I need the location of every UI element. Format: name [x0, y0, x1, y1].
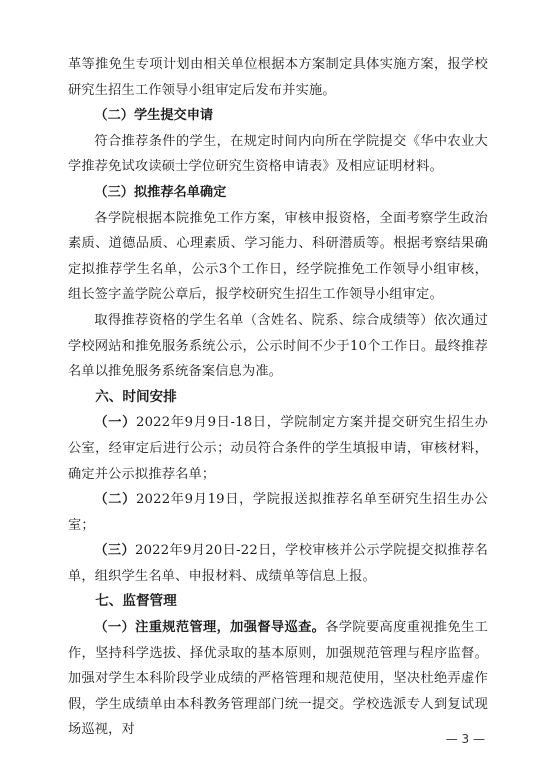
- supervision-item-1-label: （一）注重规范管理，加强督导巡查。: [94, 620, 326, 636]
- schedule-item-1-label: （一）: [94, 415, 136, 431]
- supervision-item-1: [68, 615, 488, 743]
- schedule-item-3-label: （三）: [94, 543, 135, 559]
- schedule-item-2-text: 2022年9月19日，学院报送拟推荐名单至研究生招生办公室；: [68, 492, 488, 533]
- schedule-item-1-text: 2022年9月9日-18日，学院制定方案并提交研究生招生办公室，经审定后进行公示；动员符合条件的学生填报申请，审核材料，确定并公示拟推荐名单；: [68, 415, 488, 482]
- paragraph-recommend-list-2: 取得推荐资格的学生名单（含姓名、院系、综合成绩等）依次通过学校网站和推免服务系统公示，公示时间不少于10个工作日。最终推荐名单以推免服务系统备案信息为准。: [68, 312, 488, 380]
- heading-recommend-list: （三）拟推荐名单确定: [94, 184, 227, 200]
- schedule-item-2: [68, 487, 488, 538]
- paragraph-recommend-list-1: 各学院根据本院推免工作方案，审核申报资格，全面考察学生政治素质、道德品质、心理素质、学习能力、科研潜质等。根据考察结果确定拟推荐学生名单，公示3个工作日，经学院推免工作领导小组审核，组长签字盖学院公章后，报学校研究生招生工作领导小组审定。: [68, 210, 488, 303]
- schedule-item-3: [68, 538, 488, 589]
- heading-student-application: （二）学生提交申请: [94, 108, 214, 124]
- document-body: [68, 52, 488, 743]
- supervision-item-1-text: 各学院要高度重视推免生工作，坚持科学选拔、择优录取的基本原则，加强规范管理与程序监督。加强对学生本科阶段学业成绩的严格管理和规范使用，坚决杜绝弄虚作假，学生成绩单由本科教务管理部门统一提交。学校选派专人到复试现场巡视，对: [68, 620, 488, 738]
- schedule-item-2-label: （二）: [94, 492, 136, 508]
- paragraph-student-application: 符合推荐条件的学生，在规定时间内向所在学院提交《华中农业大学推荐免试攻读硕士学位研究生资格申请表》及相应证明材料。: [68, 133, 488, 175]
- heading-supervision: 七、监督管理: [95, 593, 177, 610]
- schedule-item-3-text: 2022年9月20日-22日，学校审核并公示学院提交拟推荐名单，组织学生名单、申报材料、成绩单等信息上报。: [68, 543, 488, 584]
- page-number: — 3 —: [445, 732, 485, 746]
- schedule-item-1: [68, 410, 488, 487]
- intro-paragraph: 革等推免生专项计划由相关单位根据本方案制定具体实施方案，报学校研究生招生工作领导小组审定后发布并实施。: [68, 57, 488, 98]
- heading-schedule: 六、时间安排: [95, 388, 177, 405]
